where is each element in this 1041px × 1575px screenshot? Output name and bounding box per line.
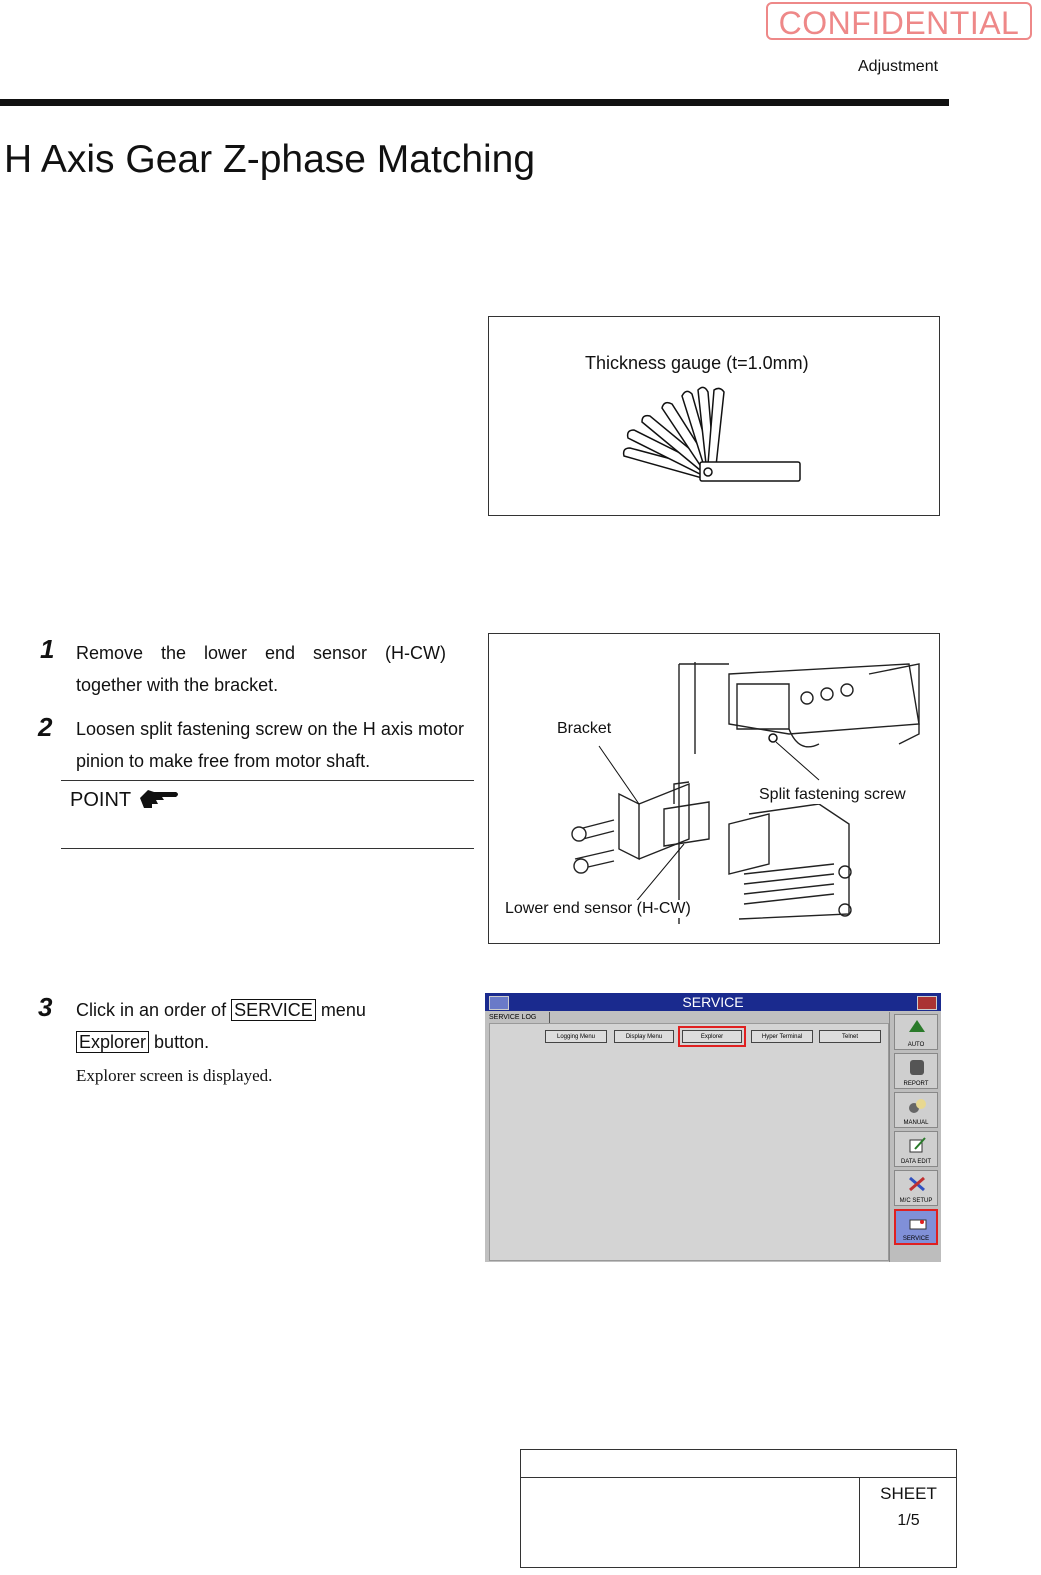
- side-data-edit-label: DATA EDIT: [900, 1159, 932, 1165]
- hyper-terminal-button[interactable]: Hyper Terminal: [751, 1030, 813, 1043]
- thickness-gauge-drawing: [620, 386, 805, 486]
- step3-post: button.: [154, 1032, 210, 1052]
- confidential-stamp: CONFIDENTIAL: [766, 2, 1032, 40]
- pointing-hand-icon: [138, 784, 180, 812]
- step-text-3: [76, 994, 416, 1058]
- sensor-leader-line: [634, 844, 684, 904]
- mc-setup-icon: [907, 1174, 927, 1194]
- step-text-1: Remove the lower end sensor (H-CW) together with the bracket.: [76, 643, 446, 695]
- bracket-label: Bracket: [557, 720, 612, 737]
- side-manual-label: MANUAL: [903, 1120, 929, 1126]
- telnet-button[interactable]: Telnet: [819, 1030, 881, 1043]
- display-menu-button[interactable]: Display Menu: [614, 1030, 674, 1043]
- service-icon: [908, 1214, 928, 1234]
- logging-menu-button[interactable]: Logging Menu: [545, 1030, 607, 1043]
- side-service-label: SERVICE: [902, 1236, 930, 1242]
- side-report-label: REPORT: [903, 1081, 929, 1087]
- sheet-value: 1/5: [897, 1512, 920, 1529]
- close-icon[interactable]: [917, 996, 937, 1010]
- side-auto-label: AUTO: [907, 1042, 925, 1048]
- service-log-tab[interactable]: SERVICE LOG: [489, 1012, 550, 1023]
- screw-head-lower: [574, 859, 588, 873]
- screw-leader-line: [776, 742, 819, 780]
- report-icon: [907, 1057, 927, 1077]
- step-text-2: Loosen split fastening screw on the H axis motor pinion to make free from motor shaft.: [76, 719, 464, 771]
- service-key-label: SERVICE: [231, 999, 316, 1021]
- split-screw-label: Split fastening screw: [759, 786, 906, 803]
- manual-icon: [907, 1096, 927, 1116]
- step-number-2: 2: [38, 712, 53, 742]
- window-menu-icon[interactable]: [489, 996, 509, 1010]
- footer-table: [520, 1449, 957, 1568]
- data-edit-icon: [907, 1135, 927, 1155]
- side-data-edit[interactable]: [894, 1131, 938, 1167]
- side-mc-setup-label: M/C SETUP: [899, 1198, 933, 1204]
- service-title-bar: SERVICE: [485, 993, 941, 1011]
- side-manual[interactable]: [894, 1092, 938, 1128]
- footer-sheet-cell: [859, 1477, 957, 1567]
- side-mc-setup[interactable]: [894, 1170, 938, 1206]
- step-number-1: 1: [40, 634, 55, 664]
- side-report[interactable]: [894, 1053, 938, 1089]
- service-screenshot: [485, 993, 941, 1262]
- service-side-menu: [889, 1012, 941, 1262]
- explorer-highlight: [678, 1026, 746, 1047]
- point-label: POINT: [70, 789, 132, 811]
- sheet-label: SHEET: [880, 1484, 937, 1503]
- lower-sensor-label: Lower end sensor (H-CW): [505, 900, 691, 917]
- side-service[interactable]: [894, 1209, 938, 1245]
- gauge-label: Thickness gauge (t=1.0mm): [585, 353, 809, 373]
- explorer-key-label: Explorer: [76, 1031, 149, 1053]
- step-number-3: 3: [38, 992, 53, 1022]
- section-label: Adjustment: [858, 58, 939, 75]
- explorer-button[interactable]: Explorer: [682, 1030, 742, 1043]
- auto-icon: [907, 1018, 927, 1038]
- step3-pre: Click in an order of: [76, 1000, 227, 1020]
- step3-mid: menu: [320, 1000, 366, 1020]
- side-auto[interactable]: [894, 1014, 938, 1050]
- explorer-note: Explorer screen is displayed.: [76, 1066, 273, 1085]
- split-screw-marker: [769, 734, 777, 742]
- screw-head-upper: [572, 827, 586, 841]
- page-title: H Axis Gear Z-phase Matching: [4, 138, 536, 181]
- service-main-panel: [489, 1023, 889, 1261]
- header-rule: [0, 99, 949, 106]
- footer-top-row: [521, 1450, 956, 1478]
